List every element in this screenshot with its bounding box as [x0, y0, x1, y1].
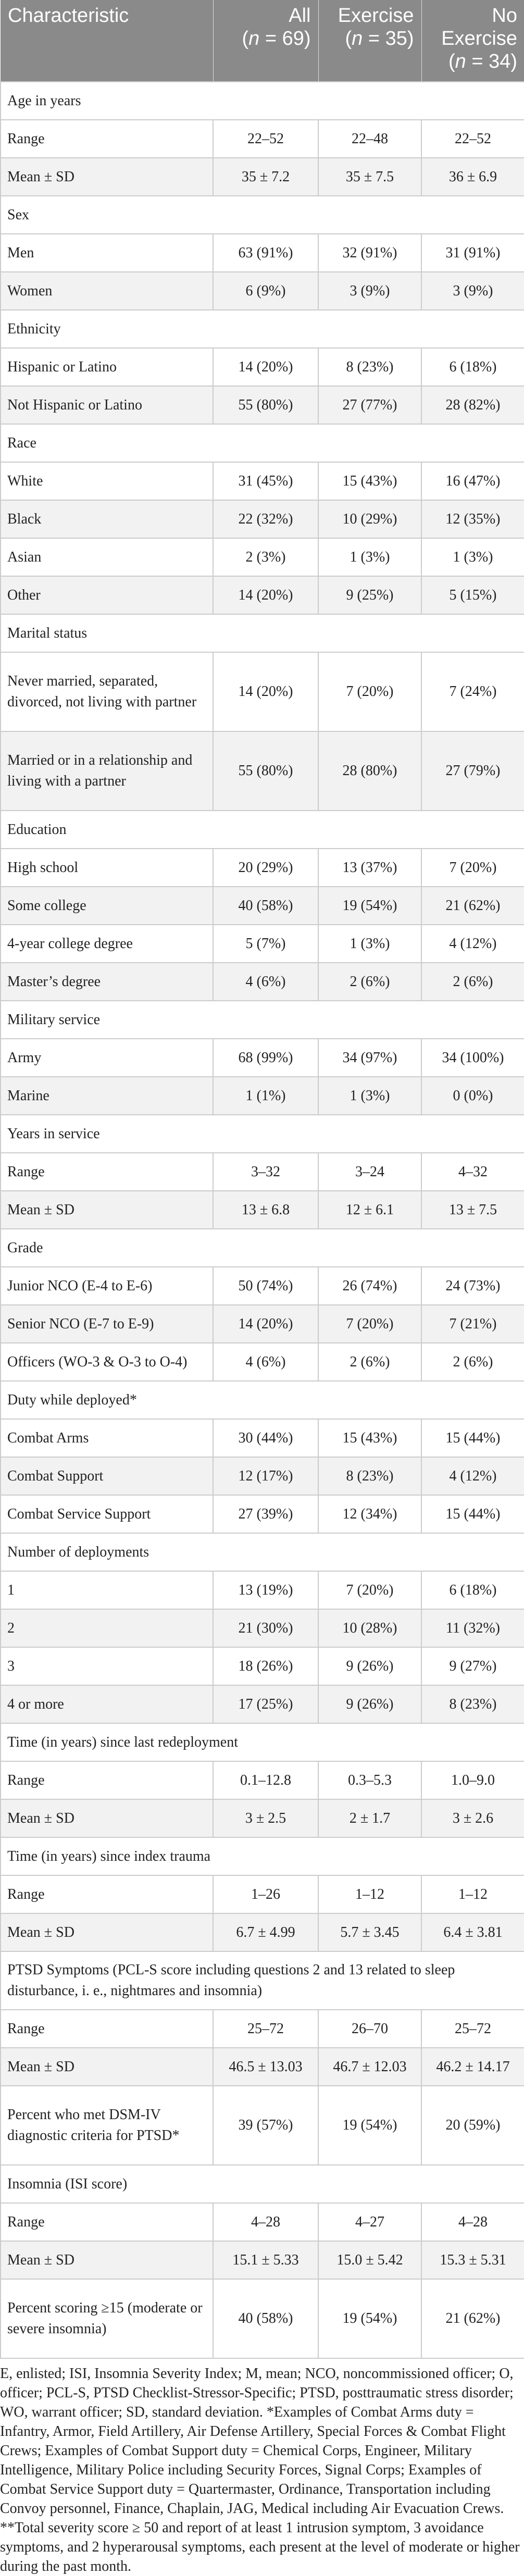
row-label: Asian: [1, 538, 213, 576]
cell-all: 15.1 ± 5.33: [213, 2241, 318, 2279]
cell-no-exercise: 15 (44%): [421, 1419, 524, 1457]
cell-exercise: 35 ± 7.5: [318, 158, 421, 196]
cell-no-exercise: 36 ± 6.9: [421, 158, 524, 196]
cell-exercise: 9 (26%): [318, 1647, 421, 1685]
section-title: Marital status: [1, 614, 524, 652]
cell-all: 4 (6%): [213, 1343, 318, 1381]
cell-exercise: 10 (29%): [318, 500, 421, 538]
header-no-exercise: [421, 0, 524, 82]
cell-exercise: 7 (20%): [318, 1571, 421, 1609]
table-row: [1, 120, 524, 158]
header-no-exercise-n: (n = 34): [448, 51, 517, 72]
cell-all: 1–26: [213, 1875, 318, 1913]
cell-all: 30 (44%): [213, 1419, 318, 1457]
section-row: [1, 82, 524, 120]
table-row: [1, 887, 524, 925]
table-row: [1, 2086, 524, 2165]
table-row: [1, 1191, 524, 1229]
table-row: [1, 1685, 524, 1723]
cell-all: 3 ± 2.5: [213, 1799, 318, 1837]
cell-exercise: 12 (34%): [318, 1495, 421, 1533]
header-exercise-label: Exercise: [338, 5, 414, 27]
cell-exercise: 1 (3%): [318, 538, 421, 576]
cell-no-exercise: 3 ± 2.6: [421, 1799, 524, 1837]
cell-no-exercise: 16 (47%): [421, 462, 524, 500]
row-label: Some college: [1, 887, 213, 925]
row-label: 1: [1, 1571, 213, 1609]
cell-no-exercise: 6 (18%): [421, 1571, 524, 1609]
table-row: [1, 1647, 524, 1685]
cell-no-exercise: 4–32: [421, 1153, 524, 1191]
row-label: 2: [1, 1609, 213, 1647]
cell-no-exercise: 7 (21%): [421, 1305, 524, 1343]
cell-no-exercise: 0 (0%): [421, 1077, 524, 1115]
cell-all: 18 (26%): [213, 1647, 318, 1685]
cell-all: 14 (20%): [213, 348, 318, 386]
table-row: [1, 1077, 524, 1115]
section-row: [1, 1001, 524, 1039]
cell-no-exercise: 7 (24%): [421, 652, 524, 731]
row-label: Senior NCO (E-7 to E-9): [1, 1305, 213, 1343]
section-title: Time (in years) since last redeployment: [1, 1723, 524, 1761]
cell-all: 55 (80%): [213, 731, 318, 811]
section-row: [1, 310, 524, 348]
cell-exercise: 3–24: [318, 1153, 421, 1191]
cell-no-exercise: 1 (3%): [421, 538, 524, 576]
section-title: Years in service: [1, 1115, 524, 1153]
cell-no-exercise: 28 (82%): [421, 386, 524, 424]
section-row: [1, 424, 524, 462]
cell-exercise: 19 (54%): [318, 2086, 421, 2165]
row-label: Hispanic or Latino: [1, 348, 213, 386]
table-row: [1, 1913, 524, 1951]
section-title: Insomnia (ISI score): [1, 2165, 524, 2203]
row-label: Range: [1, 1153, 213, 1191]
row-label: Range: [1, 2203, 213, 2241]
row-label: Range: [1, 120, 213, 158]
cell-no-exercise: 31 (91%): [421, 234, 524, 272]
header-characteristic: Characteristic: [1, 0, 213, 82]
cell-exercise: 2 ± 1.7: [318, 1799, 421, 1837]
table-row: [1, 652, 524, 731]
row-label: 3: [1, 1647, 213, 1685]
table-row: [1, 1039, 524, 1077]
table-row: [1, 849, 524, 887]
section-row: [1, 1115, 524, 1153]
table-row: [1, 1457, 524, 1495]
cell-all: 1 (1%): [213, 1077, 318, 1115]
cell-no-exercise: 46.2 ± 14.17: [421, 2048, 524, 2086]
cell-no-exercise: 15.3 ± 5.31: [421, 2241, 524, 2279]
cell-all: 27 (39%): [213, 1495, 318, 1533]
row-label: Mean ± SD: [1, 2241, 213, 2279]
section-row: [1, 2165, 524, 2203]
cell-no-exercise: 9 (27%): [421, 1647, 524, 1685]
row-label: Mean ± SD: [1, 158, 213, 196]
section-row: [1, 1951, 524, 2010]
cell-all: 6 (9%): [213, 272, 318, 310]
cell-no-exercise: 20 (59%): [421, 2086, 524, 2165]
cell-exercise: 7 (20%): [318, 652, 421, 731]
row-label: Junior NCO (E-4 to E-6): [1, 1267, 213, 1305]
cell-exercise: 2 (6%): [318, 1343, 421, 1381]
cell-no-exercise: 24 (73%): [421, 1267, 524, 1305]
row-label: Officers (WO-3 & O-3 to O-4): [1, 1343, 213, 1381]
cell-all: 3–32: [213, 1153, 318, 1191]
cell-exercise: 3 (9%): [318, 272, 421, 310]
row-label: Black: [1, 500, 213, 538]
table-row: [1, 272, 524, 310]
cell-exercise: 19 (54%): [318, 2279, 421, 2358]
cell-no-exercise: 27 (79%): [421, 731, 524, 811]
row-label: Range: [1, 1875, 213, 1913]
section-title: Age in years: [1, 82, 524, 120]
cell-no-exercise: 13 ± 7.5: [421, 1191, 524, 1229]
cell-no-exercise: 11 (32%): [421, 1609, 524, 1647]
row-label: Other: [1, 576, 213, 614]
table-row: [1, 234, 524, 272]
cell-no-exercise: 6 (18%): [421, 348, 524, 386]
cell-exercise: 8 (23%): [318, 348, 421, 386]
row-label: Not Hispanic or Latino: [1, 386, 213, 424]
cell-all: 2 (3%): [213, 538, 318, 576]
cell-exercise: 9 (26%): [318, 1685, 421, 1723]
cell-no-exercise: 2 (6%): [421, 1343, 524, 1381]
cell-all: 22 (32%): [213, 500, 318, 538]
header-no-exercise-label-1: No: [492, 5, 517, 27]
cell-exercise: 10 (28%): [318, 1609, 421, 1647]
row-label: Mean ± SD: [1, 2048, 213, 2086]
row-label: High school: [1, 849, 213, 887]
cell-all: 22–52: [213, 120, 318, 158]
cell-no-exercise: 4–28: [421, 2203, 524, 2241]
cell-exercise: 4–27: [318, 2203, 421, 2241]
cell-all: 39 (57%): [213, 2086, 318, 2165]
cell-all: 40 (58%): [213, 887, 318, 925]
cell-all: 14 (20%): [213, 576, 318, 614]
cell-exercise: 2 (6%): [318, 963, 421, 1001]
row-label: White: [1, 462, 213, 500]
row-label: 4 or more: [1, 1685, 213, 1723]
header-no-exercise-label-2: Exercise: [441, 28, 517, 49]
section-title: PTSD Symptoms (PCL-S score including questions 2 and 13 related to sleep disturbance, i. e., nightmares and insomnia): [1, 1951, 524, 2010]
row-label: Men: [1, 234, 213, 272]
row-label: Range: [1, 1761, 213, 1799]
section-row: [1, 196, 524, 234]
section-row: [1, 1381, 524, 1419]
cell-all: 0.1–12.8: [213, 1761, 318, 1799]
cell-no-exercise: 22–52: [421, 120, 524, 158]
cell-exercise: 9 (25%): [318, 576, 421, 614]
cell-no-exercise: 1–12: [421, 1875, 524, 1913]
table-body: [1, 82, 524, 2358]
cell-all: 25–72: [213, 2010, 318, 2048]
row-label: Master’s degree: [1, 963, 213, 1001]
cell-exercise: 15 (43%): [318, 462, 421, 500]
cell-all: 14 (20%): [213, 652, 318, 731]
table-row: [1, 1799, 524, 1837]
table-row: [1, 386, 524, 424]
row-label: Mean ± SD: [1, 1799, 213, 1837]
section-row: [1, 614, 524, 652]
cell-exercise: 0.3–5.3: [318, 1761, 421, 1799]
table-row: [1, 2048, 524, 2086]
row-label: Percent who met DSM-IV diagnostic criteria for PTSD*: [1, 2086, 213, 2165]
cell-no-exercise: 3 (9%): [421, 272, 524, 310]
table-row: [1, 963, 524, 1001]
header-exercise-n: (n = 35): [345, 28, 414, 49]
cell-exercise: 28 (80%): [318, 731, 421, 811]
table-row: [1, 538, 524, 576]
cell-no-exercise: 8 (23%): [421, 1685, 524, 1723]
section-title: Time (in years) since index trauma: [1, 1837, 524, 1875]
cell-no-exercise: 7 (20%): [421, 849, 524, 887]
table-row: [1, 1609, 524, 1647]
cell-exercise: 5.7 ± 3.45: [318, 1913, 421, 1951]
cell-all: 46.5 ± 13.03: [213, 2048, 318, 2086]
table-row: [1, 2279, 524, 2358]
row-label: Married or in a relationship and living with a partner: [1, 731, 213, 811]
section-title: Duty while deployed*: [1, 1381, 524, 1419]
table-row: [1, 1305, 524, 1343]
table-footnote: E, enlisted; ISI, Insomnia Severity Index; M, mean; NCO, noncommissioned officer; O, officer; PCL-S, PTSD Checklist-Stressor-Specific; PTSD, posttraumatic stress disorder; WO, warrant officer; SD, standard deviation. *Examples of Combat Arms duty = Infantry, Armor, Field Artillery, Air Defense Artillery, Special Forces & Combat Flight Crews; Examples of Combat Support duty = Chemical Corps, Engineer, Military Intelligence, Military Police including Security Forces, Signal Corps; Examples of Combat Service Support duty = Quartermaster, Ordinance, Transportation including Convoy personnel, Finance, Chaplain, JAG, Medical including Air Evacuation Crews. **Total severity score ≥ 50 and report of at least 1 intrusion symptom, 3 avoidance symptoms, and 2 hyperarousal symptoms, each present at the level of moderate or higher during the past month.: [0, 2366, 520, 2574]
section-row: [1, 1533, 524, 1571]
section-row: [1, 1229, 524, 1267]
cell-exercise: 27 (77%): [318, 386, 421, 424]
header-all-label: All: [289, 5, 311, 27]
cell-all: 35 ± 7.2: [213, 158, 318, 196]
cell-no-exercise: 4 (12%): [421, 925, 524, 963]
cell-no-exercise: 21 (62%): [421, 887, 524, 925]
cell-all: 50 (74%): [213, 1267, 318, 1305]
cell-all: 20 (29%): [213, 849, 318, 887]
table-row: [1, 1419, 524, 1457]
cell-all: 4 (6%): [213, 963, 318, 1001]
header-all-n: (n = 69): [242, 28, 311, 49]
section-row: [1, 1723, 524, 1761]
cell-exercise: 32 (91%): [318, 234, 421, 272]
row-label: Combat Support: [1, 1457, 213, 1495]
table-row: [1, 925, 524, 963]
row-label: Never married, separated, divorced, not living with partner: [1, 652, 213, 731]
table-row: [1, 1875, 524, 1913]
header-all: [213, 0, 318, 82]
cell-all: 31 (45%): [213, 462, 318, 500]
cell-exercise: 7 (20%): [318, 1305, 421, 1343]
cell-no-exercise: 12 (35%): [421, 500, 524, 538]
cell-exercise: 15.0 ± 5.42: [318, 2241, 421, 2279]
table-row: [1, 2010, 524, 2048]
cell-all: 13 (19%): [213, 1571, 318, 1609]
table-row: [1, 2203, 524, 2241]
section-title: Race: [1, 424, 524, 462]
row-label: Percent scoring ≥15 (moderate or severe insomnia): [1, 2279, 213, 2358]
section-title: Military service: [1, 1001, 524, 1039]
table-row: [1, 1343, 524, 1381]
row-label: Range: [1, 2010, 213, 2048]
cell-exercise: 1–12: [318, 1875, 421, 1913]
cell-no-exercise: 25–72: [421, 2010, 524, 2048]
row-label: Women: [1, 272, 213, 310]
table-row: [1, 576, 524, 614]
cell-exercise: 15 (43%): [318, 1419, 421, 1457]
row-label: Marine: [1, 1077, 213, 1115]
cell-exercise: 1 (3%): [318, 925, 421, 963]
cell-no-exercise: 1.0–9.0: [421, 1761, 524, 1799]
table-row: [1, 158, 524, 196]
cell-exercise: 1 (3%): [318, 1077, 421, 1115]
table-row: [1, 1571, 524, 1609]
table-row: [1, 462, 524, 500]
cell-no-exercise: 21 (62%): [421, 2279, 524, 2358]
table-row: [1, 348, 524, 386]
table-row: [1, 2241, 524, 2279]
header-exercise: [318, 0, 421, 82]
cell-no-exercise: 15 (44%): [421, 1495, 524, 1533]
cell-all: 17 (25%): [213, 1685, 318, 1723]
cell-no-exercise: 5 (15%): [421, 576, 524, 614]
section-row: [1, 1837, 524, 1875]
row-label: 4-year college degree: [1, 925, 213, 963]
cell-all: 6.7 ± 4.99: [213, 1913, 318, 1951]
cell-exercise: 13 (37%): [318, 849, 421, 887]
cell-exercise: 22–48: [318, 120, 421, 158]
section-title: Ethnicity: [1, 310, 524, 348]
cell-all: 55 (80%): [213, 386, 318, 424]
cell-all: 12 (17%): [213, 1457, 318, 1495]
table-row: [1, 1267, 524, 1305]
section-title: Sex: [1, 196, 524, 234]
cell-no-exercise: 2 (6%): [421, 963, 524, 1001]
row-label: Combat Arms: [1, 1419, 213, 1457]
cell-exercise: 26–70: [318, 2010, 421, 2048]
cell-exercise: 8 (23%): [318, 1457, 421, 1495]
cell-exercise: 26 (74%): [318, 1267, 421, 1305]
cell-no-exercise: 4 (12%): [421, 1457, 524, 1495]
section-title: Education: [1, 811, 524, 849]
row-label: Mean ± SD: [1, 1191, 213, 1229]
cell-no-exercise: 34 (100%): [421, 1039, 524, 1077]
row-label: Mean ± SD: [1, 1913, 213, 1951]
table-row: [1, 1495, 524, 1533]
section-title: Number of deployments: [1, 1533, 524, 1571]
table-row: [1, 731, 524, 811]
table-row: [1, 500, 524, 538]
cell-exercise: 12 ± 6.1: [318, 1191, 421, 1229]
section-row: [1, 811, 524, 849]
cell-no-exercise: 6.4 ± 3.81: [421, 1913, 524, 1951]
cell-all: 14 (20%): [213, 1305, 318, 1343]
section-title: Grade: [1, 1229, 524, 1267]
cell-exercise: 46.7 ± 12.03: [318, 2048, 421, 2086]
cell-all: 68 (99%): [213, 1039, 318, 1077]
cell-all: 21 (30%): [213, 1609, 318, 1647]
cell-all: 40 (58%): [213, 2279, 318, 2358]
row-label: Combat Service Support: [1, 1495, 213, 1533]
cell-all: 63 (91%): [213, 234, 318, 272]
row-label: Army: [1, 1039, 213, 1077]
cell-exercise: 34 (97%): [318, 1039, 421, 1077]
cell-all: 13 ± 6.8: [213, 1191, 318, 1229]
cell-all: 5 (7%): [213, 925, 318, 963]
cell-exercise: 19 (54%): [318, 887, 421, 925]
cell-all: 4–28: [213, 2203, 318, 2241]
table-row: [1, 1761, 524, 1799]
table-header: [1, 0, 524, 82]
table-row: [1, 1153, 524, 1191]
